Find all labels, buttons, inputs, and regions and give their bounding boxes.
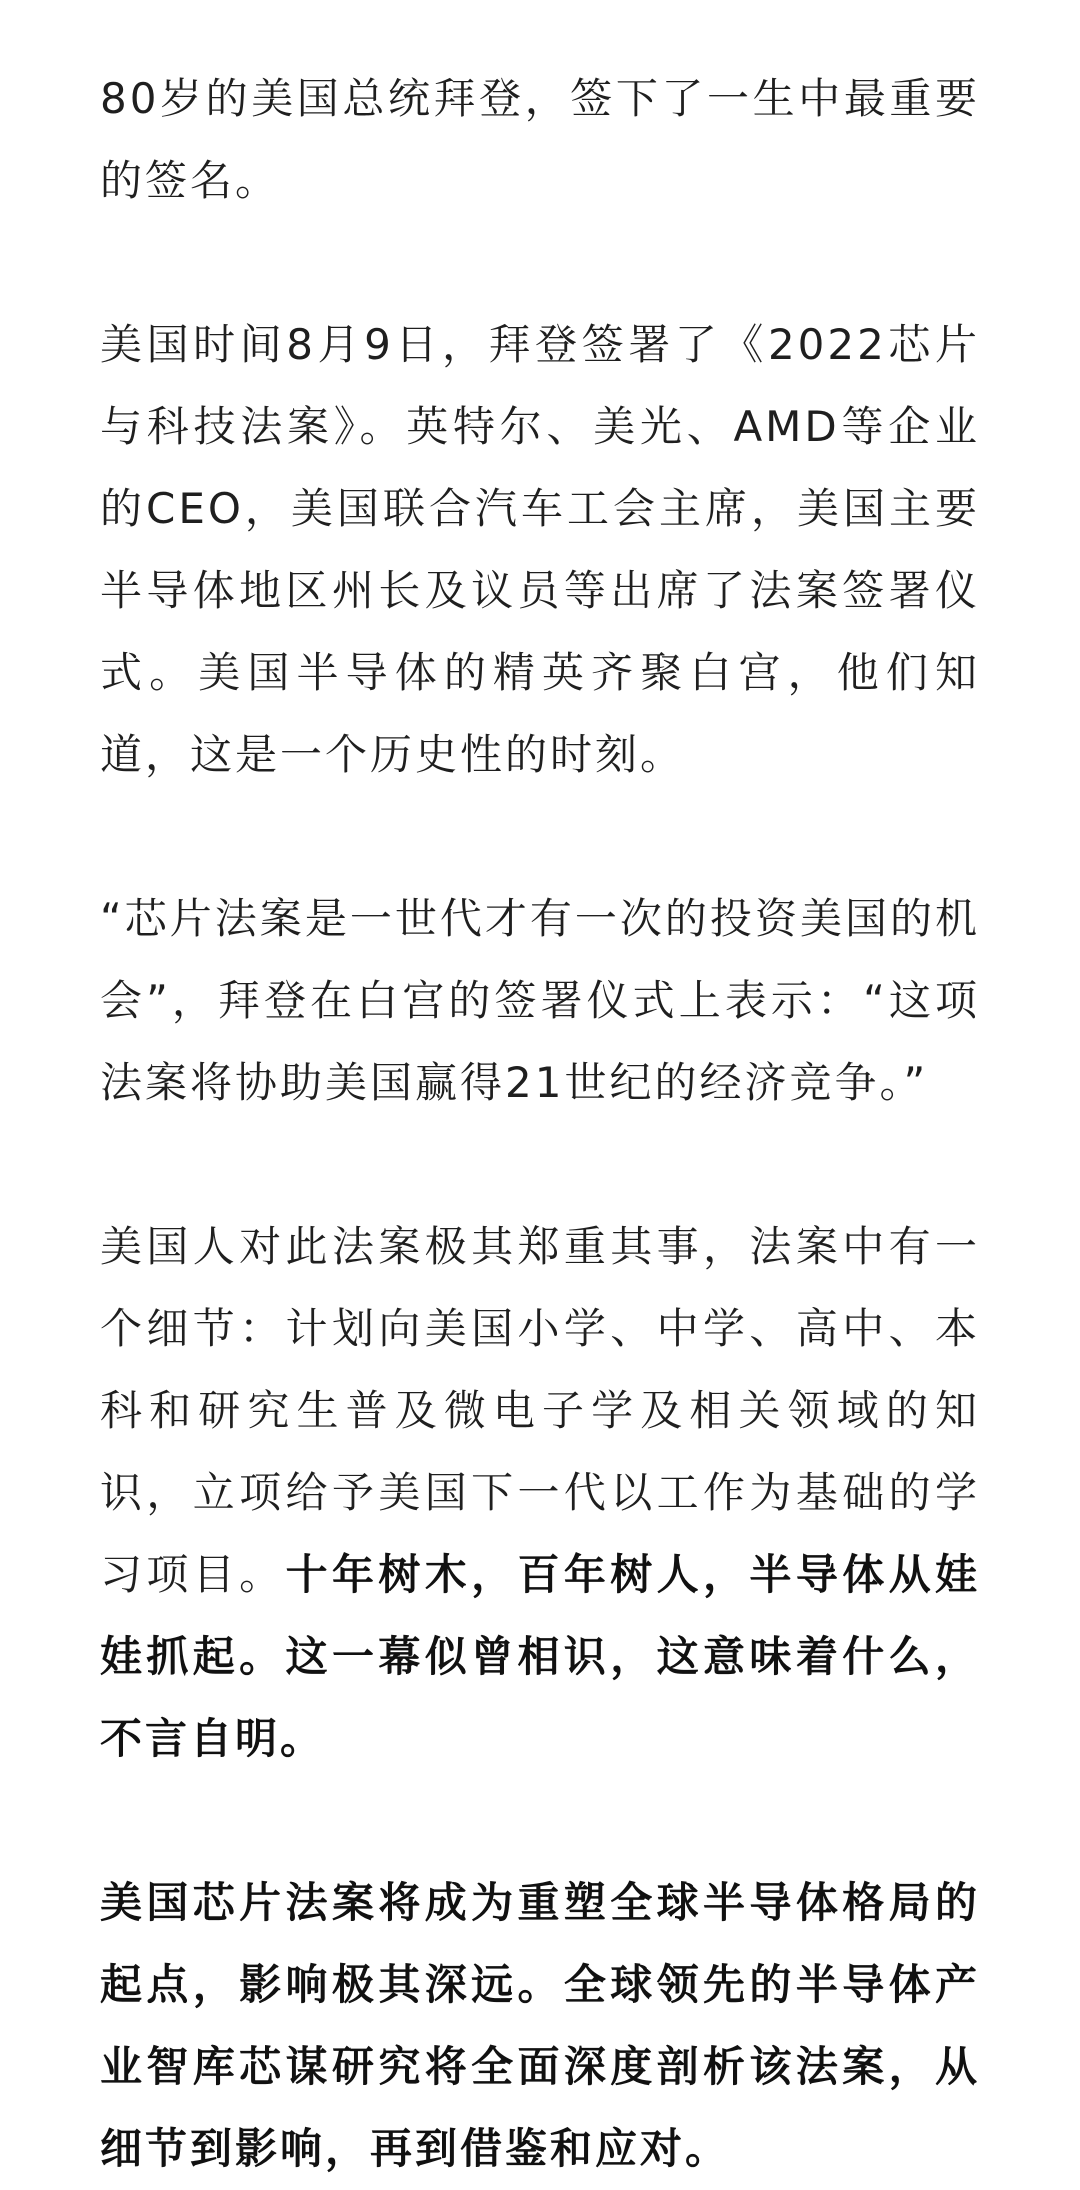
paragraph-5-bold-text: 美国芯片法案将成为重塑全球半导体格局的起点，影响极其深远。全球领先的半导体产业智库芯谋研究将全面深度剖析该法案，从细节到影响，再到借鉴和应对。	[100, 1878, 980, 2173]
paragraph-4-text: 美国人对此法案极其郑重其事，法案中有一个细节：计划向美国小学、中学、高中、本科和研究生普及微电子学及相关领域的知识，立项给予美国下一代以工作为基础的学习项目。	[100, 1222, 980, 1599]
paragraph-1	[100, 58, 980, 222]
paragraph-2	[100, 304, 980, 796]
paragraph-3-text: “芯片法案是一世代才有一次的投资美国的机会”，拜登在白宫的签署仪式上表示：“这项法案将协助美国赢得21世纪的经济竞争。”	[100, 894, 980, 1107]
paragraph-3	[100, 878, 980, 1124]
paragraph-5	[100, 1862, 980, 2190]
article-body	[100, 58, 980, 2190]
paragraph-4	[100, 1206, 980, 1780]
paragraph-1-text: 80岁的美国总统拜登，签下了一生中最重要的签名。	[100, 74, 980, 205]
paragraph-2-text: 美国时间8月9日，拜登签署了《2022芯片与科技法案》。英特尔、美光、AMD等企业的CEO，美国联合汽车工会主席，美国主要半导体地区州长及议员等出席了法案签署仪式。美国半导体的精英齐聚白宫，他们知道，这是一个历史性的时刻。	[100, 320, 980, 779]
paragraph-4-bold-text: 十年树木，百年树人，半导体从娃娃抓起。这一幕似曾相识，这意味着什么，不言自明。	[100, 1550, 980, 1763]
